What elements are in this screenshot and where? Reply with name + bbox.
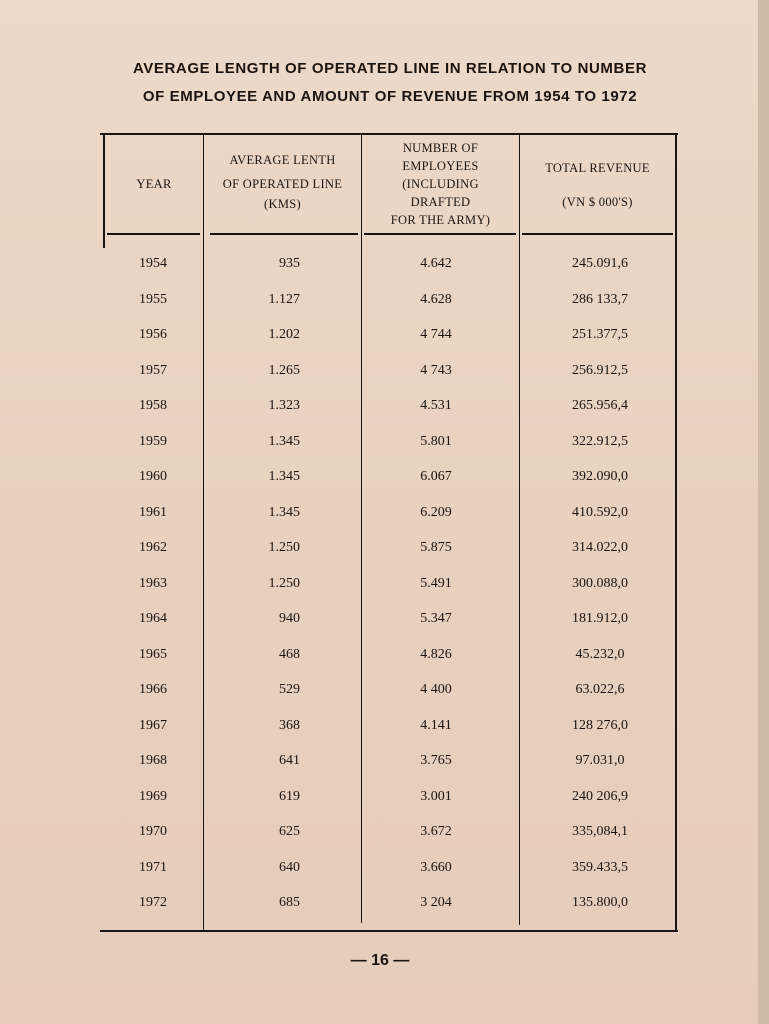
cell-year: 1956 bbox=[139, 327, 167, 342]
table-row bbox=[100, 392, 678, 420]
header-rule-length bbox=[210, 233, 358, 235]
cell-revenue: 63.022,6 bbox=[575, 682, 625, 697]
cell-year: 1972 bbox=[139, 895, 167, 910]
cell-revenue: 45.232,0 bbox=[575, 646, 625, 662]
cell-revenue: 128 276,0 bbox=[572, 717, 628, 733]
table-row bbox=[100, 286, 678, 314]
cell-length: 625 bbox=[279, 824, 300, 839]
cell-revenue: 410.592,0 bbox=[572, 504, 628, 520]
table-row bbox=[100, 712, 678, 740]
cell-employees: 3.765 bbox=[420, 753, 452, 768]
table-row bbox=[100, 605, 678, 633]
cell-revenue: 245.091,6 bbox=[572, 256, 628, 271]
cell-length: 1.127 bbox=[268, 291, 300, 307]
cell-year: 1968 bbox=[139, 753, 167, 768]
cell-length: 368 bbox=[279, 717, 300, 733]
table-row bbox=[100, 818, 678, 846]
header-revenue-line: TOTAL REVENUE bbox=[545, 161, 650, 175]
table-top-rule bbox=[100, 133, 678, 135]
cell-revenue: 181.912,0 bbox=[572, 611, 628, 626]
cell-year: 1960 bbox=[139, 469, 167, 484]
table-row bbox=[100, 321, 678, 349]
table-row bbox=[100, 747, 678, 775]
cell-length: 1.345 bbox=[268, 504, 300, 520]
table-row bbox=[100, 570, 678, 598]
cell-revenue: 135.800,0 bbox=[572, 895, 628, 910]
cell-length: 468 bbox=[279, 646, 300, 662]
cell-year: 1967 bbox=[139, 717, 167, 733]
cell-employees: 4 743 bbox=[420, 362, 452, 378]
header-employees-line: (INCLUDING bbox=[402, 177, 479, 191]
header-length-line: OF OPERATED LINE bbox=[222, 177, 343, 191]
cell-year: 1962 bbox=[139, 540, 167, 555]
title-line-2: OF EMPLOYEE AND AMOUNT OF REVENUE FROM 1954 TO 1972 bbox=[142, 88, 638, 105]
header-revenue bbox=[520, 159, 675, 211]
table-row bbox=[100, 783, 678, 811]
cell-year: 1954 bbox=[139, 256, 167, 271]
cell-revenue: 300.088,0 bbox=[572, 575, 628, 591]
header-year bbox=[105, 175, 203, 193]
cell-revenue: 359.433,5 bbox=[572, 859, 628, 875]
cell-year: 1971 bbox=[139, 859, 167, 875]
table-row bbox=[100, 889, 678, 917]
header-employees-line: EMPLOYEES bbox=[402, 159, 479, 173]
header-year-line: YEAR bbox=[136, 177, 172, 191]
cell-length: 1.250 bbox=[268, 540, 300, 555]
cell-length: 640 bbox=[279, 859, 300, 875]
table-row bbox=[100, 463, 678, 491]
cell-year: 1964 bbox=[139, 611, 167, 626]
cell-employees: 4.642 bbox=[420, 256, 452, 271]
page-number: — 16 — bbox=[350, 952, 410, 969]
cell-employees: 3.672 bbox=[420, 824, 452, 839]
table-row bbox=[100, 641, 678, 669]
header-length-line: (KMS) bbox=[264, 197, 301, 211]
cell-employees: 4 744 bbox=[420, 327, 452, 342]
cell-employees: 4.531 bbox=[420, 398, 452, 413]
cell-revenue: 256.912,5 bbox=[572, 362, 628, 378]
cell-employees: 4.141 bbox=[420, 717, 452, 733]
header-rule-employees bbox=[364, 233, 516, 235]
cell-revenue: 322.912,5 bbox=[572, 433, 628, 449]
page-edge bbox=[758, 0, 769, 1024]
cell-revenue: 240 206,9 bbox=[572, 788, 628, 804]
cell-employees: 4 400 bbox=[420, 682, 452, 697]
cell-employees: 5.491 bbox=[420, 575, 452, 591]
cell-length: 1.345 bbox=[268, 469, 300, 484]
header-length bbox=[204, 151, 361, 213]
header-employees bbox=[362, 139, 519, 229]
cell-length: 619 bbox=[279, 788, 300, 804]
cell-year: 1955 bbox=[139, 291, 167, 307]
cell-employees: 4.826 bbox=[420, 646, 452, 662]
cell-length: 529 bbox=[279, 682, 300, 697]
header-rule-year bbox=[107, 233, 200, 235]
cell-employees: 6.067 bbox=[420, 469, 452, 484]
cell-length: 1.323 bbox=[268, 398, 300, 413]
table-row bbox=[100, 250, 678, 278]
cell-employees: 3 204 bbox=[420, 895, 452, 910]
cell-year: 1966 bbox=[139, 682, 167, 697]
cell-employees: 5.347 bbox=[420, 611, 452, 626]
table-row bbox=[100, 357, 678, 385]
header-revenue-line: (VN $ 000'S) bbox=[562, 195, 633, 209]
revenue-table bbox=[100, 133, 678, 933]
cell-year: 1965 bbox=[139, 646, 167, 662]
table-row bbox=[100, 854, 678, 882]
cell-employees: 5.801 bbox=[420, 433, 452, 449]
cell-year: 1961 bbox=[139, 504, 167, 520]
cell-length: 1.265 bbox=[268, 362, 300, 378]
header-employees-line: DRAFTED bbox=[410, 195, 471, 209]
cell-revenue: 335,084,1 bbox=[572, 824, 628, 839]
cell-employees: 3.660 bbox=[420, 859, 452, 875]
header-length-line: AVERAGE LENTH bbox=[229, 153, 336, 167]
cell-employees: 3.001 bbox=[420, 788, 452, 804]
cell-length: 1.250 bbox=[268, 575, 300, 591]
cell-length: 1.345 bbox=[268, 433, 300, 449]
cell-revenue: 392.090,0 bbox=[572, 469, 628, 484]
cell-year: 1958 bbox=[139, 398, 167, 413]
header-rule-revenue bbox=[522, 233, 673, 235]
table-row bbox=[100, 676, 678, 704]
header-employees-line: NUMBER OF bbox=[402, 141, 479, 155]
cell-employees: 6.209 bbox=[420, 504, 452, 520]
header-revenue-line bbox=[520, 177, 675, 193]
cell-length: 685 bbox=[279, 895, 300, 910]
cell-length: 1.202 bbox=[268, 327, 300, 342]
cell-length: 641 bbox=[279, 753, 300, 768]
cell-employees: 5.875 bbox=[420, 540, 452, 555]
cell-year: 1969 bbox=[139, 788, 167, 804]
table-row bbox=[100, 428, 678, 456]
cell-year: 1963 bbox=[139, 575, 167, 591]
title-line-1: AVERAGE LENGTH OF OPERATED LINE IN RELATION TO NUMBER bbox=[132, 60, 648, 77]
header-employees-line: FOR THE ARMY) bbox=[390, 213, 491, 227]
cell-length: 935 bbox=[279, 256, 300, 271]
cell-revenue: 286 133,7 bbox=[572, 291, 628, 307]
table-row bbox=[100, 499, 678, 527]
cell-year: 1959 bbox=[139, 433, 167, 449]
cell-year: 1970 bbox=[139, 824, 167, 839]
table-row bbox=[100, 534, 678, 562]
cell-employees: 4.628 bbox=[420, 291, 452, 307]
cell-year: 1957 bbox=[139, 362, 167, 378]
cell-revenue: 265.956,4 bbox=[572, 398, 628, 413]
cell-revenue: 314.022,0 bbox=[572, 540, 628, 555]
cell-length: 940 bbox=[279, 611, 300, 626]
cell-revenue: 97.031,0 bbox=[575, 753, 625, 768]
table-bottom-rule bbox=[100, 930, 678, 932]
cell-revenue: 251.377,5 bbox=[572, 327, 628, 342]
